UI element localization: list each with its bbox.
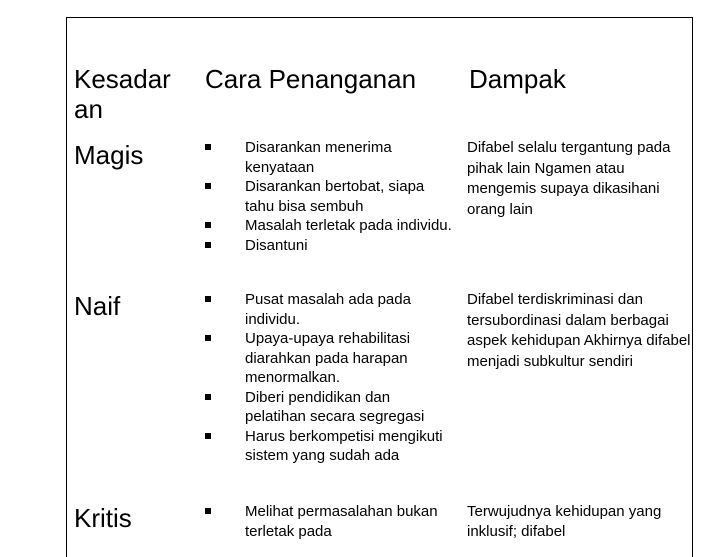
category-magis: Magis [74,140,144,170]
list-item: Disarankan menerima kenyataan [204,138,454,177]
impact-naif: Difabel terdiskriminasi dan tersubordinasi dalam berbagai aspek kehidupan Akhirnya difabel menjadi subkultur sendiri [467,291,691,370]
header-kesadaran: Kesadar an [74,64,171,124]
handling-list-kritis [204,502,454,541]
bullet-icon [205,296,211,302]
list-item: Pusat masalah ada pada individu. [204,290,454,329]
bullet-icon [205,394,211,400]
bullet-icon [205,183,211,189]
bullet-icon [205,508,211,514]
category-kritis: Kritis [74,503,132,533]
header-dampak: Dampak [469,64,566,94]
list-item: Diberi pendidikan dan pelatihan secara segregasi [204,388,454,427]
handling-list-magis [204,138,454,255]
bullet-icon [205,433,211,439]
list-item: Melihat permasalahan bukan terletak pada [204,502,454,541]
bullet-icon [205,144,211,150]
list-item: Disarankan bertobat, siapa tahu bisa sembuh [204,177,454,216]
list-item: Upaya-upaya rehabilitasi diarahkan pada harapan menormalkan. [204,329,454,388]
impact-kritis: Terwujudnya kehidupan yang inklusif; difabel [467,503,662,540]
list-item: Disantuni [204,236,454,256]
bullet-icon [205,335,211,341]
list-item: Masalah terletak pada individu. [204,216,454,236]
bullet-icon [205,242,211,248]
handling-list-naif [204,290,454,466]
header-cara-penanganan: Cara Penanganan [205,64,417,94]
impact-magis: Difabel selalu tergantung pada pihak lain Ngamen atau mengemis supaya dikasihani orang lain [467,139,671,218]
list-item: Harus berkompetisi mengikuti sistem yang sudah ada [204,427,454,466]
category-naif: Naif [74,291,121,321]
bullet-icon [205,222,211,228]
